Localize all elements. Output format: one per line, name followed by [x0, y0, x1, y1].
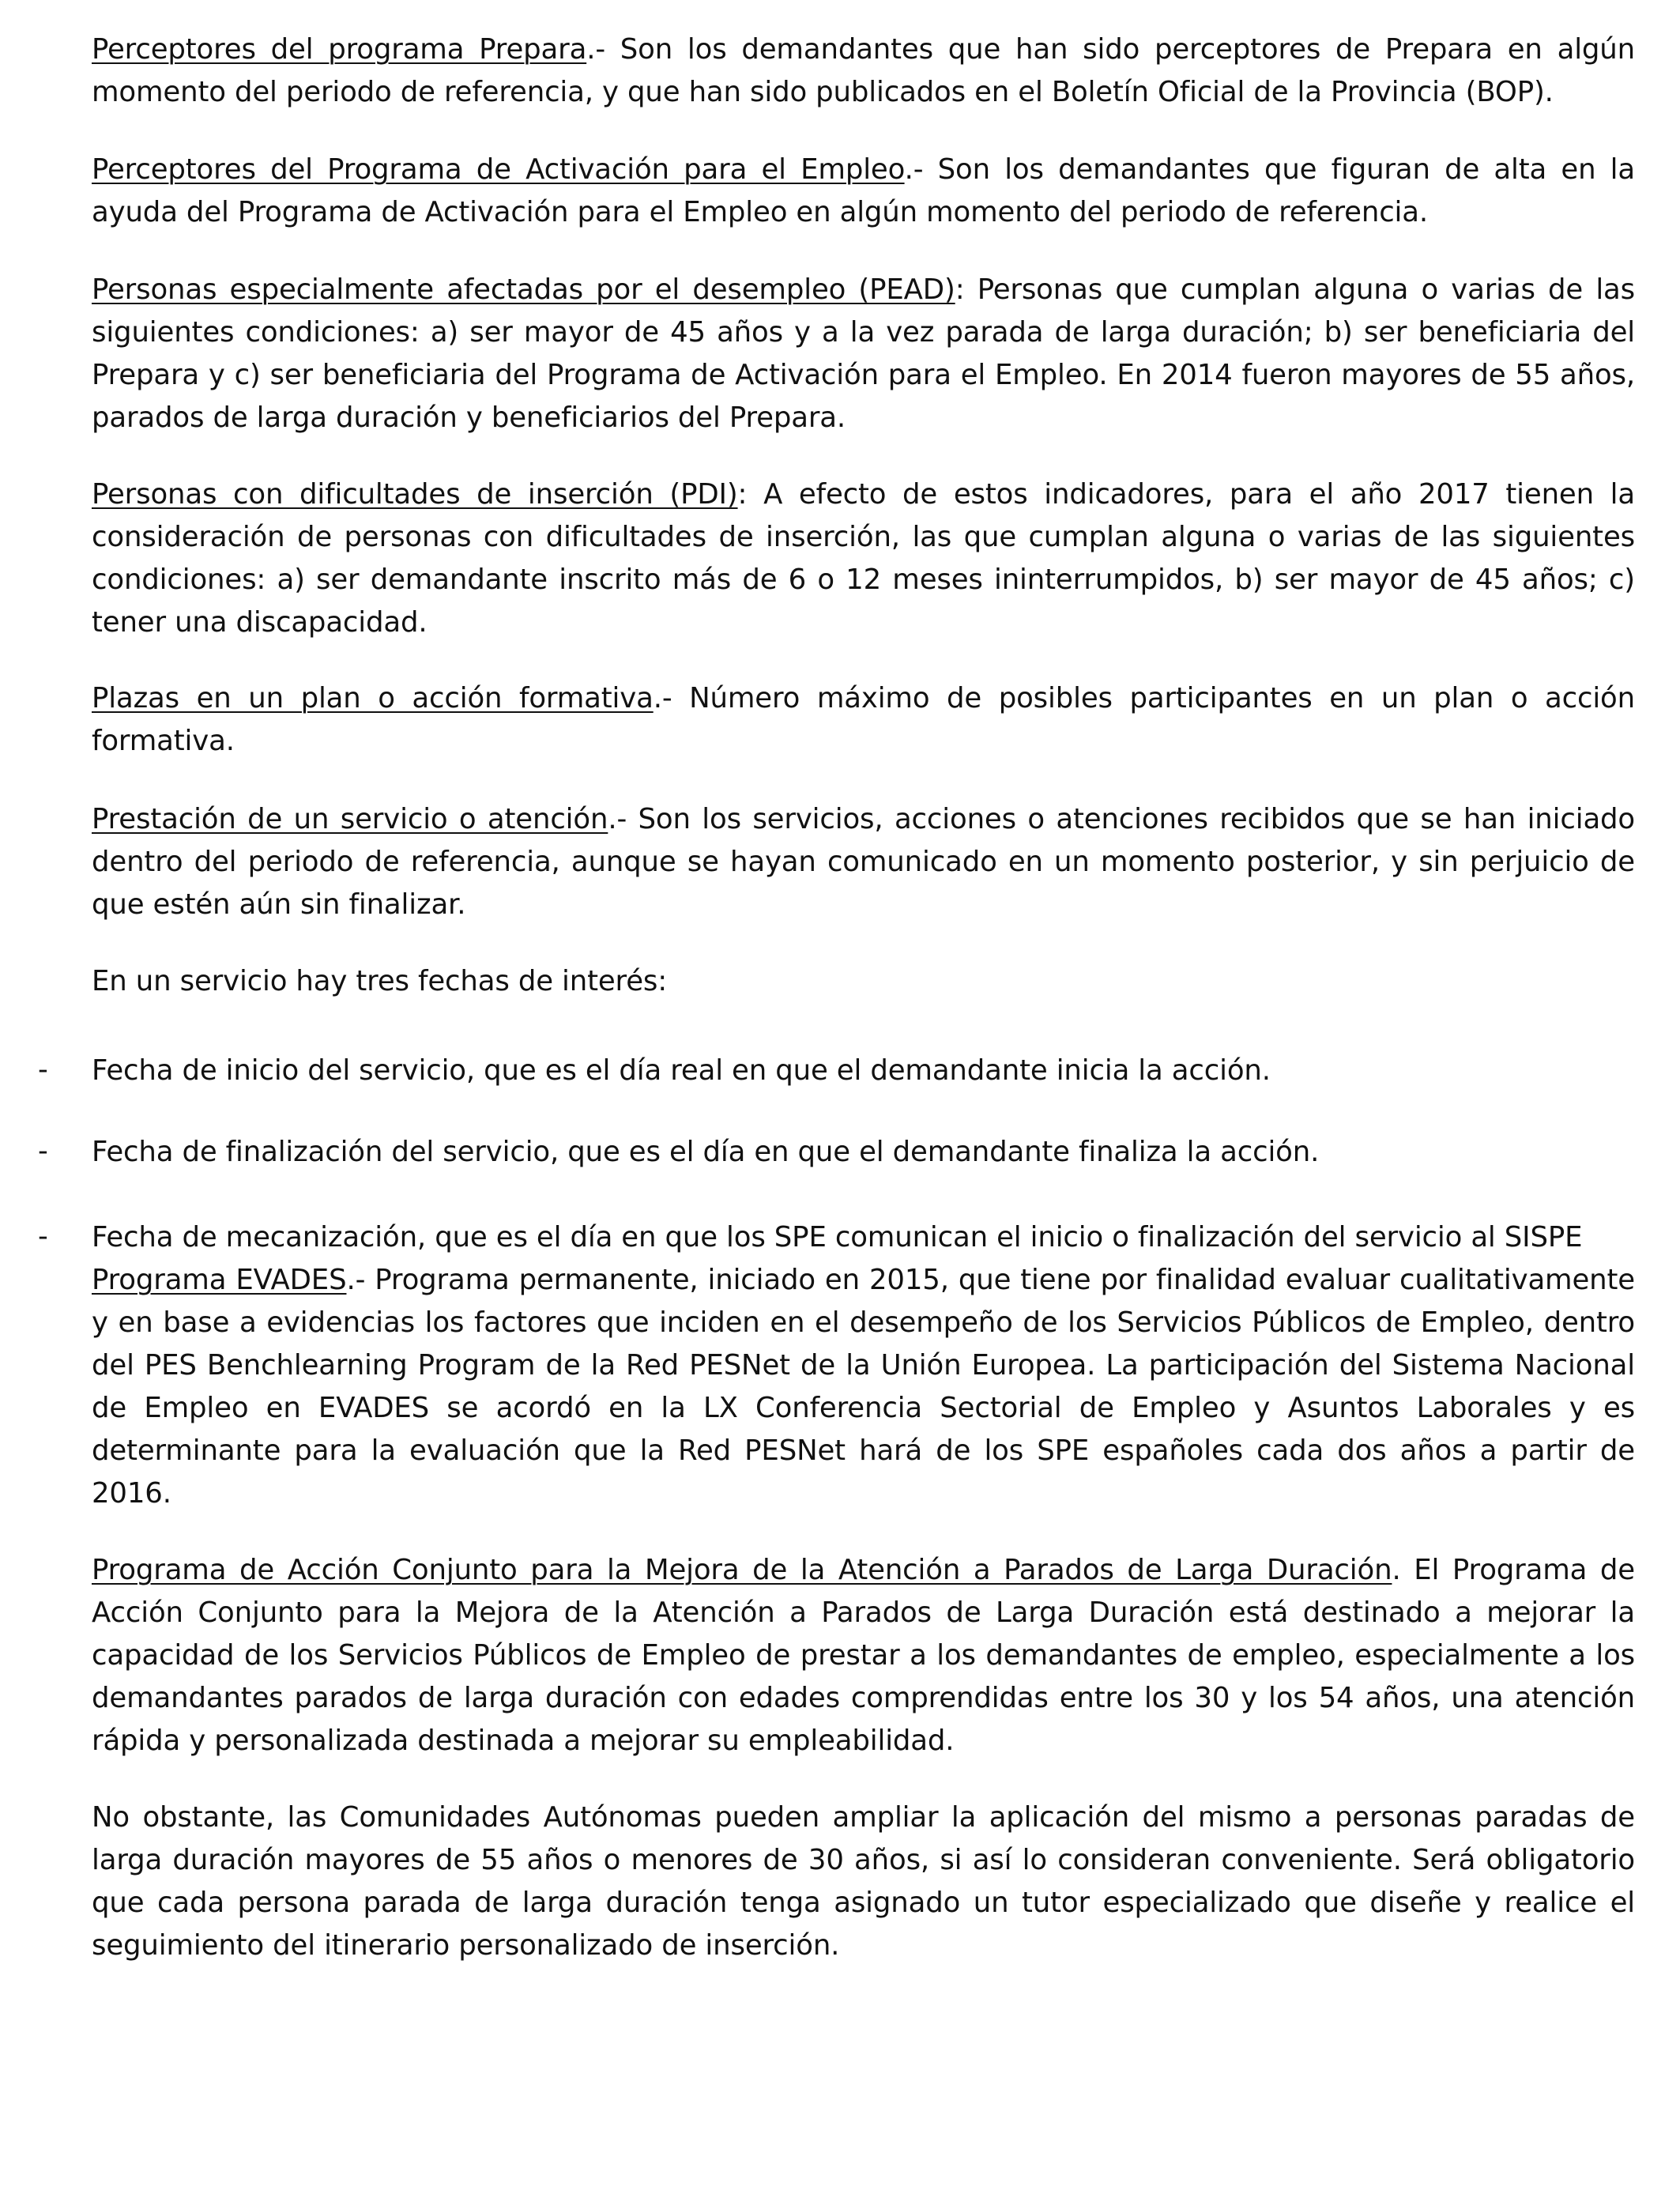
bullet-marker: - — [38, 1135, 48, 1167]
definition-text: .- Son los demandantes que figuran de alta en la ayuda del Programa de Activación para el Empleo en algún momento del periodo de referencia. — [92, 153, 1636, 228]
bullet-marker: - — [38, 1220, 48, 1253]
intro-fechas: En un servicio hay tres fechas de interés: — [92, 965, 668, 997]
definition-text: . El Programa de Acción Conjunto para la Mejora de la Atención a Parados de Larga Duración está destinado a mejorar la capacidad de los Servicios Públicos de Empleo de prestar a los demandantes de empleo, especialmente a los demandantes parados de larga duración con edades comprendidas entre los 30 y los 54 años, una atención rápida y personalizada destinada a mejorar su empleabilidad. — [92, 1554, 1635, 1757]
term-programa-accion-conjunto: Programa de Acción Conjunto para la Mejora de la Atención a Parados de Larga Duración — [92, 1554, 1392, 1586]
term-prestacion: Prestación de un servicio o atención — [92, 803, 608, 835]
definition-text: .- Son los servicios, acciones o atenciones recibidos que se han iniciado dentro del periodo de referencia, aunque se hayan comunicado en un momento posterior, y sin perjuicio de que estén aún sin finalizar. — [92, 803, 1635, 921]
definition-text: : Personas que cumplan alguna o varias de las siguientes condiciones: a) ser mayor de 45 años y a la vez parada de larga duración; b) ser beneficiaria del Prepara y c) ser beneficiaria del Programa de Activación para el Empleo. En 2014 fueron mayores de 55 años, parados de larga duración y beneficiarios del Prepara. — [92, 273, 1635, 434]
bullet-marker: - — [38, 1054, 48, 1086]
definition-pead — [92, 269, 1635, 439]
paragraph-no-obstante: No obstante, las Comunidades Autónomas pueden ampliar la aplicación del mismo a personas paradas de larga duración mayores de 55 años o menores de 30 años, si así lo consideran conveniente. Será obligatorio que cada persona parada de larga duración tenga asignado un tutor especializado que diseñe y realice el seguimiento del itinerario personalizado de inserción. — [92, 1801, 1635, 1962]
definition-text: .- Son los demandantes que han sido perceptores de Prepara en algún momento del periodo de referencia, y que han sido publicados en el Boletín Oficial de la Provincia (BOP). — [92, 33, 1635, 108]
definition-text: : A efecto de estos indicadores, para el año 2017 tienen la consideración de personas con dificultades de inserción, las que cumplan alguna o varias de las siguientes condiciones: a) ser demandante inscrito más de 6 o 12 meses ininterrumpidos, b) ser mayor de 45 años; c) tener una discapacidad. — [92, 478, 1635, 639]
term-perceptores-activacion: Perceptores del Programa de Activación para el Empleo — [92, 153, 905, 186]
definition-perceptores-prepara — [92, 28, 1635, 114]
term-pead: Personas especialmente afectadas por el desempleo (PEAD) — [92, 273, 955, 306]
list-item-fecha-inicio: Fecha de inicio del servicio, que es el día real en que el demandante inicia la acción. — [92, 1054, 1271, 1087]
term-perceptores-prepara: Perceptores del programa Prepara — [92, 33, 587, 66]
definition-prestacion — [92, 798, 1635, 926]
list-item-fecha-mecanizacion: Fecha de mecanización, que es el día en que los SPE comunican el inicio o finalización del servicio al SISPE — [92, 1221, 1583, 1253]
term-plazas: Plazas en un plan o acción formativa — [92, 682, 654, 714]
definition-plazas — [92, 677, 1635, 763]
term-evades: Programa EVADES — [92, 1264, 347, 1296]
term-pdi: Personas con dificultades de inserción (PDI) — [92, 478, 738, 511]
definition-pdi — [92, 473, 1635, 644]
list-item-fecha-finalizacion: Fecha de finalización del servicio, que es el día en que el demandante finaliza la acción. — [92, 1136, 1320, 1168]
definition-programa-accion-conjunto — [92, 1549, 1635, 1762]
definition-text: .- Programa permanente, iniciado en 2015, que tiene por finalidad evaluar cualitativamente y en base a evidencias los factores que inciden en el desempeño de los Servicios Públicos de Empleo, dentro del PES Benchlearning Program de la Red PESNet de la Unión Europea. La participación del Sistema Nacional de Empleo en EVADES se acordó en la LX Conferencia Sectorial de Empleo y Asuntos Laborales y es determinante para la evaluación que la Red PESNet hará de los SPE españoles cada dos años a partir de 2016. — [92, 1264, 1635, 1510]
definition-text: .- Número máximo de posibles participantes en un plan o acción formativa. — [92, 682, 1635, 757]
definition-perceptores-activacion — [92, 149, 1635, 234]
definition-evades — [92, 1259, 1635, 1515]
